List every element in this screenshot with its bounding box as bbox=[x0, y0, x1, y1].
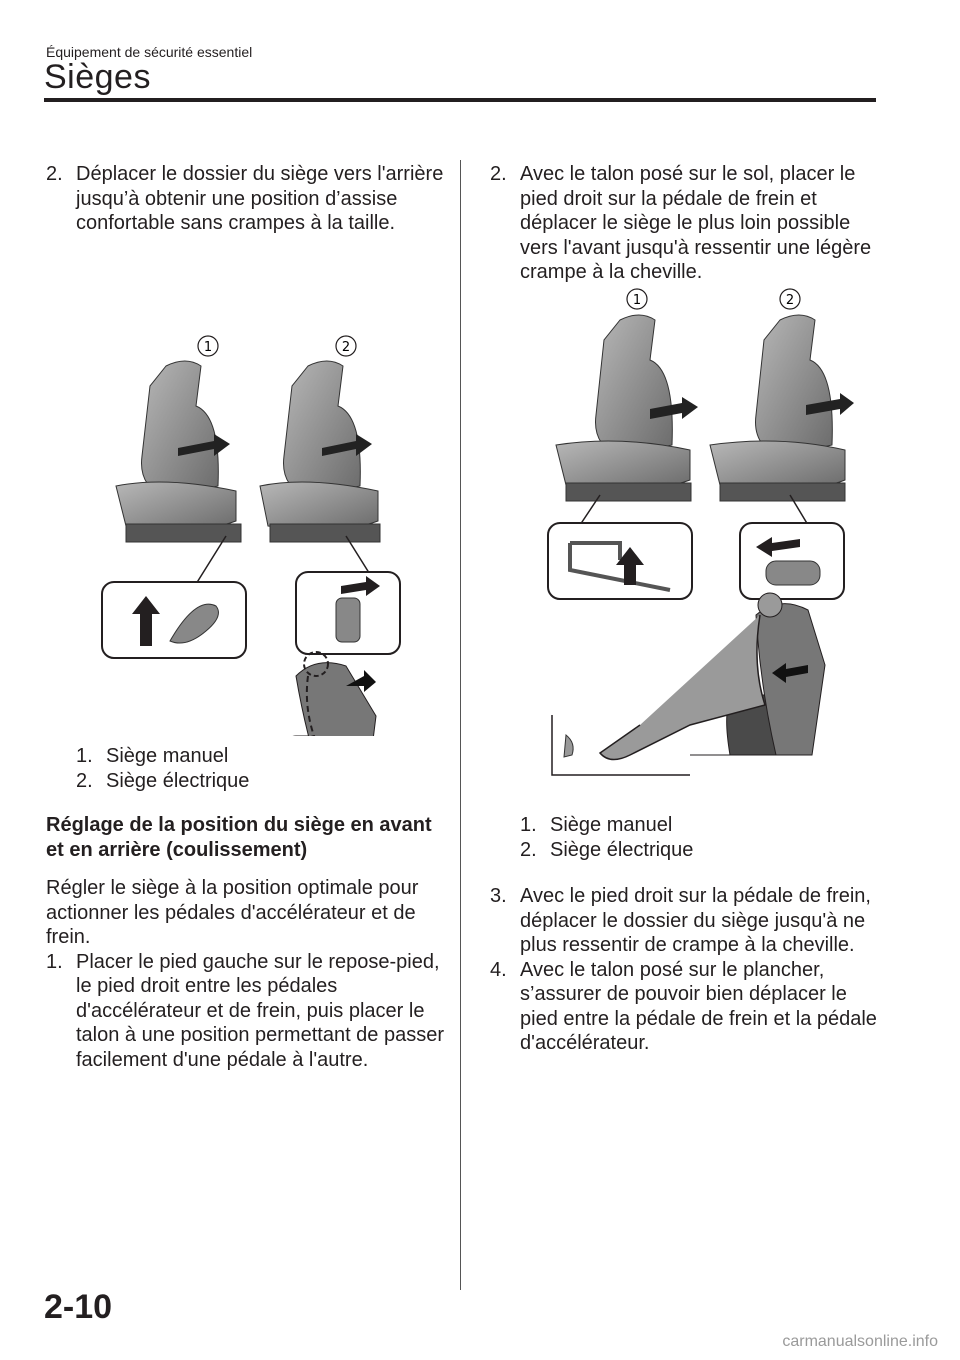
switch-detail-icon bbox=[296, 536, 400, 654]
seated-posture-icon bbox=[552, 593, 825, 775]
step-text: Avec le pied droit sur la pédale de frein, déplacer le dossier du siège jusqu'à ne plus ressentir de crampe à la cheville. bbox=[520, 885, 871, 956]
svg-text:1: 1 bbox=[203, 339, 213, 355]
left-step-1 bbox=[46, 950, 446, 1073]
lever-detail-icon bbox=[548, 495, 692, 599]
step-number: 4. bbox=[490, 958, 507, 981]
svg-text:2: 2 bbox=[785, 292, 795, 308]
right-step-2 bbox=[490, 162, 885, 285]
caption-item bbox=[520, 813, 885, 838]
caption-text: Siège manuel bbox=[550, 814, 673, 836]
recline-illustration bbox=[46, 236, 446, 743]
caption-number: 2. bbox=[520, 838, 537, 861]
right-step-4 bbox=[490, 958, 885, 1056]
left-step-2 bbox=[46, 162, 446, 236]
slide-illustration bbox=[490, 285, 885, 812]
callout-1-icon bbox=[198, 336, 218, 356]
caption-number: 1. bbox=[520, 814, 537, 836]
svg-text:2: 2 bbox=[341, 339, 351, 355]
right-step-3 bbox=[490, 884, 885, 958]
caption-text: Siège électrique bbox=[550, 838, 694, 861]
caption-item bbox=[520, 838, 885, 863]
step-text: Placer le pied gauche sur le repose-pied, le pied droit entre les pédales d'accélérateur et de frein, puis placer le talon à une position permettant de passer facilement d'une pédale à l'autre. bbox=[76, 950, 445, 1071]
seat-recline-figure bbox=[46, 236, 446, 736]
switch-detail-icon bbox=[740, 495, 844, 599]
seated-posture-icon bbox=[108, 652, 376, 736]
step-number: 1. bbox=[46, 950, 63, 973]
right-column bbox=[490, 162, 885, 1056]
power-seat-icon bbox=[260, 361, 380, 542]
callout-2-icon bbox=[780, 289, 800, 309]
svg-text:1: 1 bbox=[632, 292, 642, 308]
column-divider bbox=[460, 160, 461, 1290]
manual-seat-icon bbox=[116, 361, 241, 542]
manual-seat-icon bbox=[556, 315, 698, 501]
watermark: carmanualsonline.info bbox=[782, 1333, 938, 1350]
caption-item bbox=[76, 769, 446, 794]
step-text: Avec le talon posé sur le sol, placer le pied droit sur la pédale de frein et déplacer le siège le plus loin possible vers l'avant jusqu'à ressentir une légère crampe à la cheville. bbox=[520, 163, 872, 283]
step-number: 2. bbox=[490, 163, 507, 185]
left-caption bbox=[46, 744, 446, 793]
step-text: Déplacer le dossier du siège vers l'arrière jusqu’à obtenir une position d’assise confortable sans crampes à la taille. bbox=[76, 163, 444, 234]
caption-number: 1. bbox=[76, 745, 93, 767]
callout-1-icon bbox=[627, 289, 647, 309]
power-seat-icon bbox=[710, 315, 854, 501]
section-label: Équipement de sécurité essentiel bbox=[46, 44, 253, 60]
step-text: Avec le talon posé sur le plancher, s’assurer de pouvoir bien déplacer le pied entre la pédale de frein et la pédale d'accélérateur. bbox=[520, 958, 877, 1054]
callout-2-icon bbox=[336, 336, 356, 356]
right-caption bbox=[490, 813, 885, 862]
seat-slide-figure bbox=[490, 285, 885, 805]
intro-paragraph: Régler le siège à la position optimale pour actionner les pédales d'accélérateur et de frein. bbox=[46, 877, 419, 948]
header-rule bbox=[44, 98, 876, 102]
step-number: 3. bbox=[490, 885, 507, 907]
caption-item bbox=[76, 744, 446, 769]
caption-text: Siège électrique bbox=[106, 769, 250, 792]
page-number: 2-10 bbox=[44, 1288, 113, 1326]
step-number: 2. bbox=[46, 163, 63, 185]
page-title: Sièges bbox=[44, 58, 151, 96]
left-column bbox=[46, 162, 446, 1072]
caption-text: Siège manuel bbox=[106, 745, 229, 767]
caption-number: 2. bbox=[76, 769, 93, 792]
lever-detail-icon bbox=[102, 536, 246, 658]
section-subheading: Réglage de la position du siège en avant et en arrière (coulissement) bbox=[46, 814, 432, 861]
